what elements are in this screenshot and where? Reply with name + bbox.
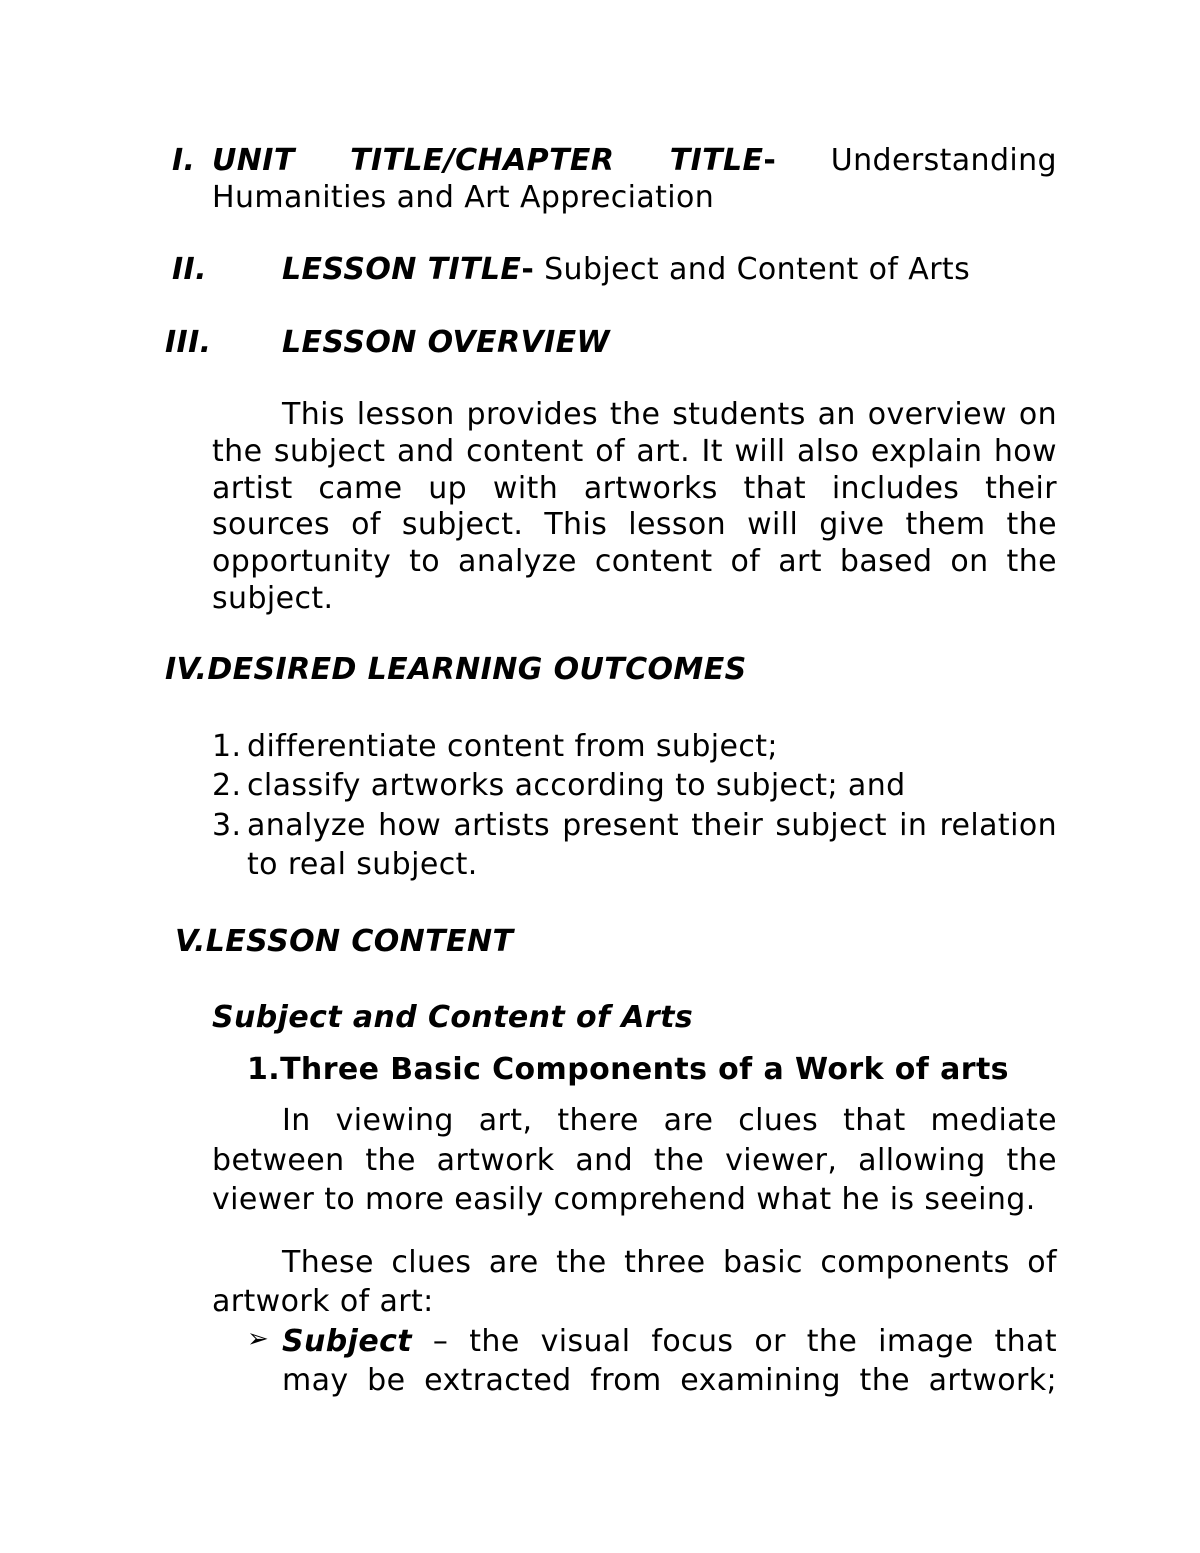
outcome-text: differentiate content from subject; [247, 729, 778, 764]
unit-title-continued: Humanities and Art Appreciation [212, 180, 715, 215]
overview-line: the subject and content of art. It will also explain how [212, 434, 1057, 469]
outcome-number: 3. [212, 808, 242, 843]
bullet-definition: – the visual focus or the image that [412, 1324, 1057, 1359]
lesson-title-separator: - [521, 252, 535, 287]
overview-line: subject. [212, 581, 334, 616]
lesson-title-value: Subject and Content of Arts [534, 252, 971, 287]
outcome-text: classify artworks according to subject; and [247, 768, 906, 803]
paragraph-line: between the artwork and the viewer, allowing the [212, 1143, 1057, 1178]
bullet-line [282, 1324, 1057, 1360]
paragraph-line: artwork of art: [212, 1284, 434, 1319]
paragraph-line: viewer to more easily comprehend what he is seeing. [212, 1182, 1036, 1217]
outcome-text: analyze how artists present their subject in relation [247, 808, 1057, 843]
lesson-title-line [282, 252, 970, 287]
overview-line: This lesson provides the students an overview on [282, 397, 1057, 432]
unit-separator: - [763, 143, 777, 178]
arrow-bullet-icon: ➢ [247, 1324, 270, 1354]
overview-heading: LESSON OVERVIEW [282, 325, 611, 360]
paragraph-line: These clues are the three basic components of [282, 1245, 1057, 1280]
overview-numeral: III. [165, 325, 212, 360]
outcomes-heading: DESIRED LEARNING OUTCOMES [207, 652, 747, 687]
content-numeral: V. [175, 924, 206, 959]
outcomes-line [165, 652, 747, 687]
unit-title-line [212, 143, 1057, 179]
outcome-number: 2. [212, 768, 242, 803]
content-subtitle: Subject and Content of Arts [212, 1000, 694, 1035]
content-line [175, 924, 513, 959]
paragraph-line: In viewing art, there are clues that mediate [282, 1103, 1057, 1138]
outcomes-numeral: IV. [165, 652, 208, 687]
overview-line: artist came up with artworks that includes their [212, 471, 1057, 506]
lesson-title-numeral: II. [172, 252, 207, 287]
bullet-term: Subject [282, 1324, 412, 1359]
unit-value: Understanding [830, 143, 1057, 178]
outcome-number: 1. [212, 729, 242, 764]
overview-line: sources of subject. This lesson will give them the [212, 507, 1057, 542]
unit-numeral: I. [172, 143, 196, 178]
outcome-text: to real subject. [247, 847, 478, 882]
bullet-definition-continued: may be extracted from examining the artwork; [282, 1363, 1057, 1398]
section-heading: 1.Three Basic Components of a Work of arts [247, 1052, 1009, 1087]
lesson-title-heading: LESSON TITLE [282, 252, 522, 287]
content-heading: LESSON CONTENT [205, 924, 514, 959]
unit-heading: UNIT TITLE/CHAPTER TITLE [212, 143, 764, 178]
overview-line: opportunity to analyze content of art based on the [212, 544, 1057, 579]
